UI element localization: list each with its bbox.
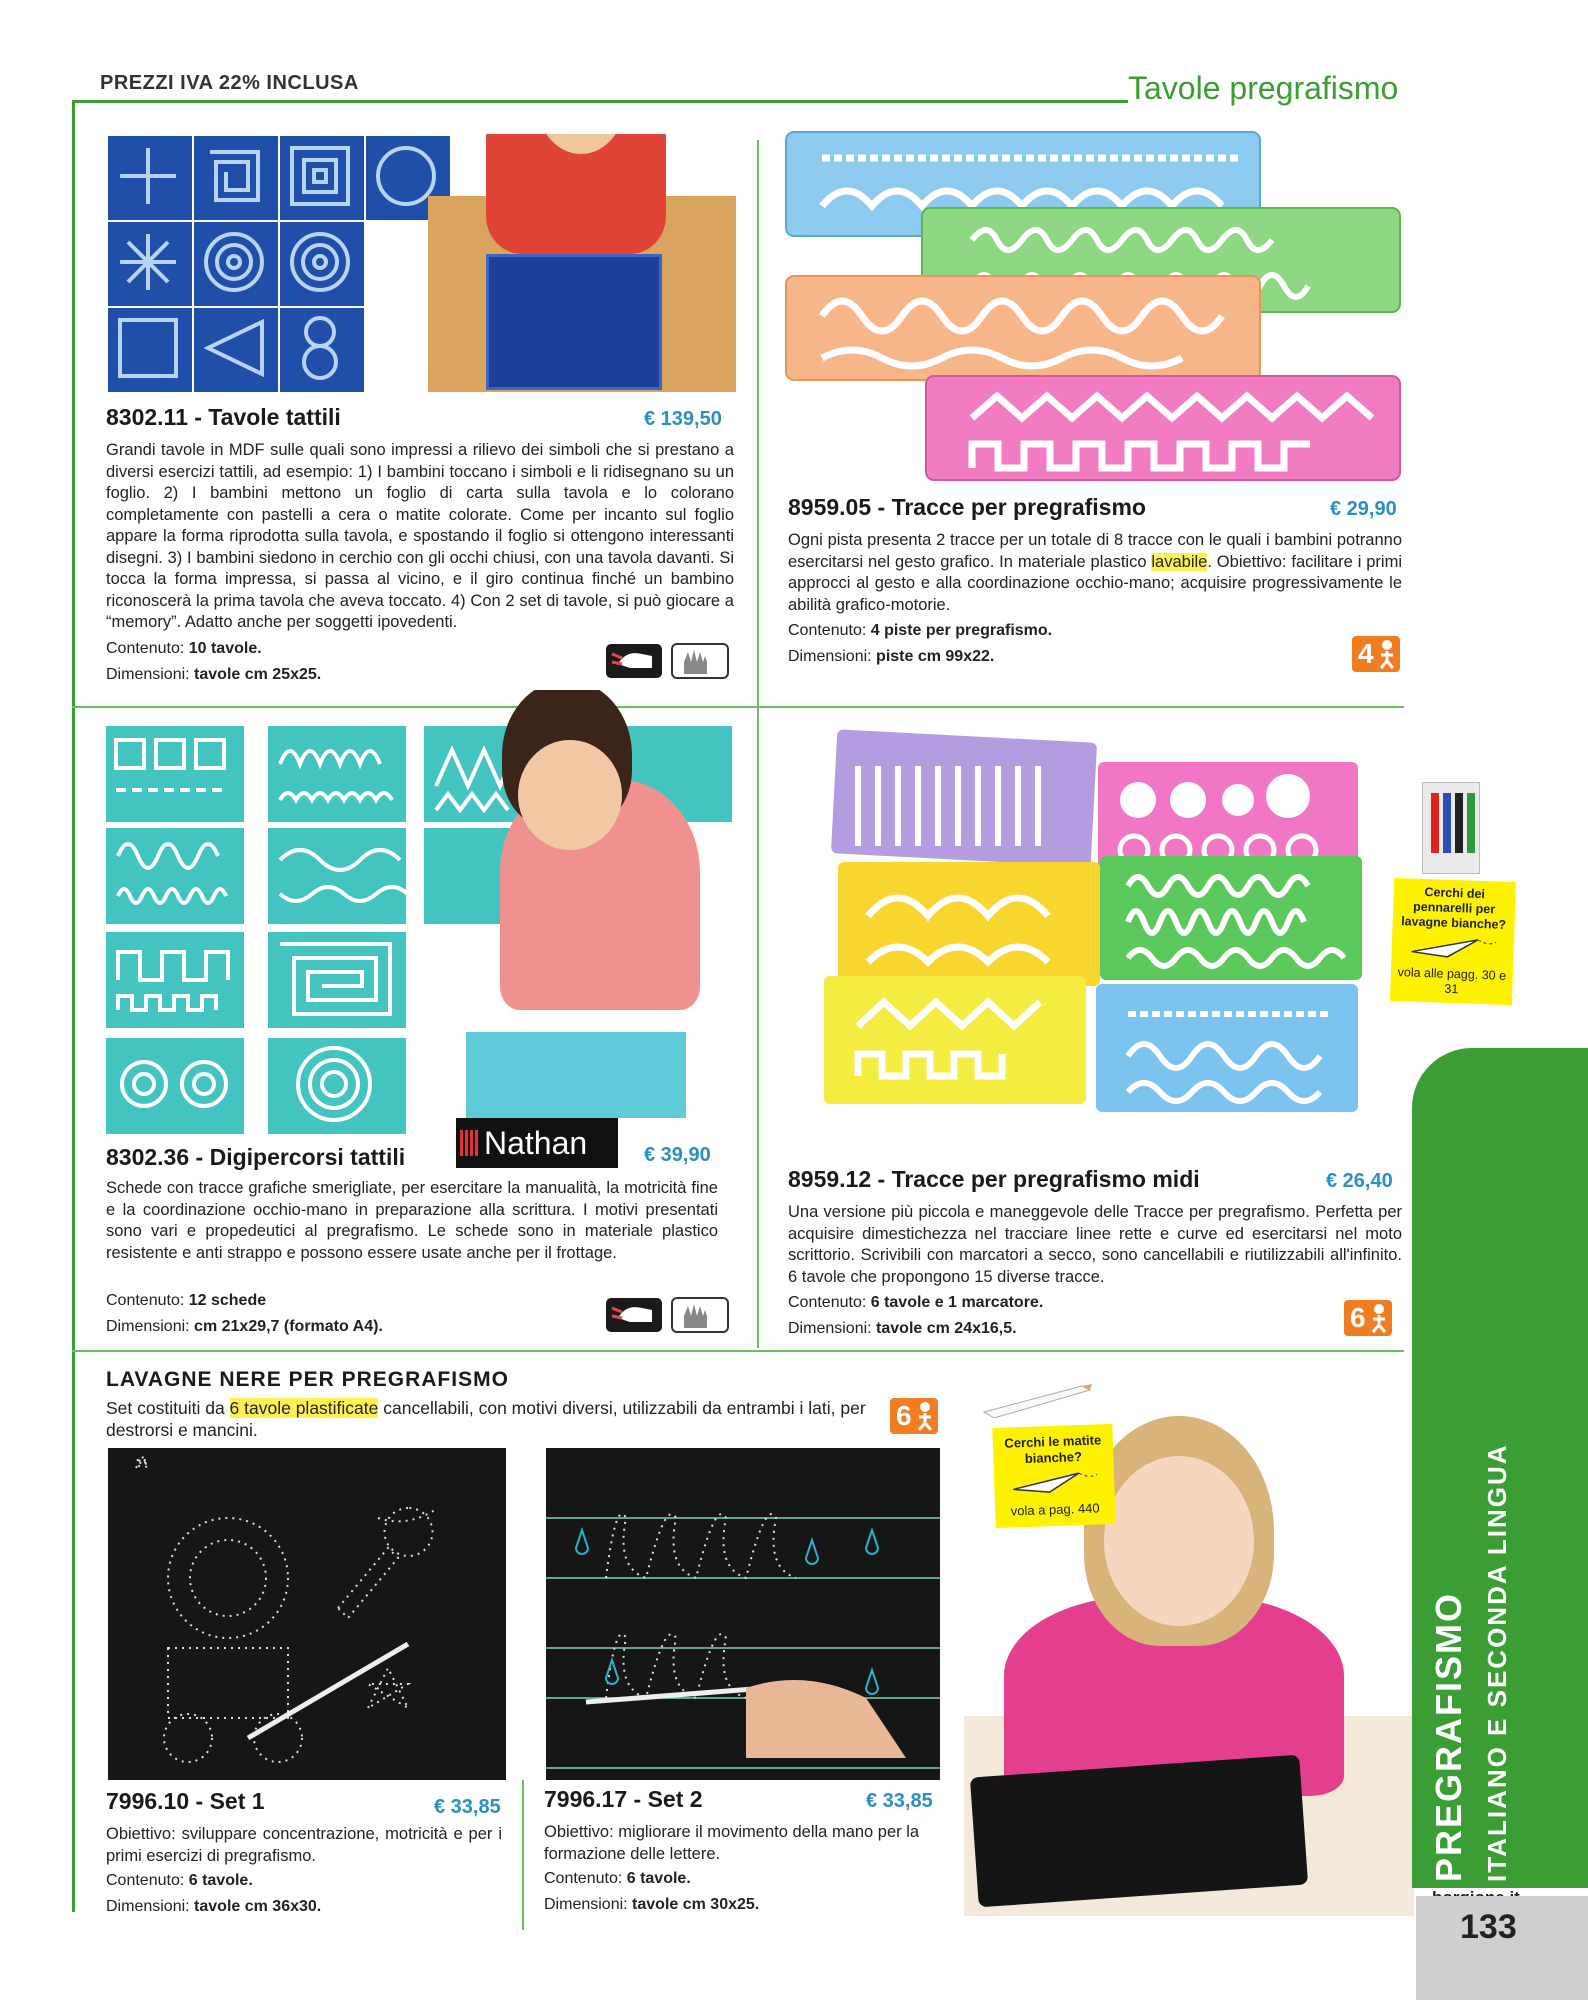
paper-plane-icon [1407,933,1498,962]
lavagne-intro: Set costituiti da 6 tavole plastificate cancellabili, con motivi diversi, utilizzabili da entrambi i lati, per destrorsi e mancini. [106,1398,866,1440]
product-8959-12-description: Una versione più piccola e maneggevole delle Tracce per pregrafismo. Perfetta per acquisire dimestichezza nel tracciare linee rette e curve ed esercitarsi nel moto scrittorio. Scrivibili con marcatori a secco, sono cancellabili e riutilizzabili all'infinito. 6 tavole che propongono 15 diverse tracce. [788,1203,1402,1286]
pencils-note: Cerchi le matite bianche? vola a pag. 440 [992,1424,1115,1528]
page-number-box [1416,1896,1588,2000]
product-8959-12-dimensions: Dimensioni: tavole cm 24x16,5. [788,1320,1017,1337]
markers-note: Cerchi dei pennarelli per lavagne bianche? vola alle pagg. 30 e 31 [1390,878,1516,1005]
divider-v3 [522,1780,524,1930]
digipercorsi-cards-image [104,690,744,1136]
left-rule [72,100,75,1912]
lavagne-section-title: LAVAGNE NERE PER PREGRAFISMO [106,1368,509,1391]
highlight-lavabile: lavabile [1151,552,1208,571]
divider-h2 [72,1350,1404,1352]
product-8302-11-price: € 139,50 [644,408,722,430]
sidebar-italiano: ITALIANO E SECONDA LINGUA [1482,1443,1512,1882]
product-8302-11-title: 8302.11 - Tavole tattili [106,404,341,430]
sidebar-pregrafismo: PREGRAFISMO [1428,1591,1469,1882]
product-8959-05-title: 8959.05 - Tracce per pregrafismo [788,494,1146,520]
product-7996-17-price: € 33,85 [866,1790,933,1812]
header-rule [72,100,1128,103]
age-badge-4: 4 [1352,636,1400,672]
age-badge-6-lavagne: 6 [890,1398,938,1434]
page-number: 133 [1460,1908,1517,1946]
set1-board-image [108,1448,506,1780]
product-8959-05-dimensions: Dimensioni: piste cm 99x22. [788,648,995,665]
product-7996-10-price: € 33,85 [434,1796,501,1818]
product-7996-10-title: 7996.10 - Set 1 [106,1788,265,1814]
product-7996-10-description: Obiettivo: sviluppare concentrazione, motricità e per i primi esercizi di pregrafismo. [106,1825,502,1865]
product-8302-36-description: Schede con tracce grafiche smerigliate, per esercitare la manualità, la motricità fine e la coordinazione occhio-mano in preparazione alla scrittura. I motivi presentati sono vari e propedeutici al pregrafismo. Le schede sono in materiale plastico resistente e anti strappo e possono essere usate anche per il frottage. [106,1179,718,1262]
white-pencil-image [978,1378,1098,1418]
product-8302-36-title: 8302.36 - Digipercorsi tattili [106,1144,406,1170]
midi-tracks-image [818,726,1378,1126]
tactile-hands-icon-2 [606,1296,736,1336]
section-title: Tavole pregrafismo [1128,70,1399,106]
nathan-mark-icon [460,1130,478,1156]
product-7996-17-content: Contenuto: 6 tavole. [544,1870,691,1887]
product-8959-12-title: 8959.12 - Tracce per pregrafismo midi [788,1166,1200,1192]
product-8959-05-description: Ogni pista presenta 2 tracce per un totale di 8 tracce con le quali i bambini potranno esercitarsi nel gesto grafico. In materiale plastico lavabile. Obiettivo: facilitare i primi approcci al gesto e alla coordinazione occhio-mano; acquisire progressivamente le abilità grafico-motorie. [788,531,1402,614]
vat-note: PREZZI IVA 22% INCLUSA [100,72,359,94]
product-7996-17-description: Obiettivo: migliorare il movimento della mano per la formazione delle lettere. [544,1823,920,1863]
age-badge-6: 6 [1344,1300,1392,1336]
product-7996-17-title: 7996.17 - Set 2 [544,1786,703,1812]
product-8302-11-dimensions: Dimensioni: tavole cm 25x25. [106,666,322,683]
product-8302-11-content: Contenuto: 10 tavole. [106,640,262,657]
product-8302-36-dimensions: Dimensioni: cm 21x29,7 (formato A4). [106,1318,383,1335]
divider-v2 [757,708,759,1348]
tactile-hands-icon [606,642,736,682]
paper-plane-icon-2 [1009,1468,1100,1497]
set2-board-image [546,1448,940,1780]
product-8959-05-price: € 29,90 [1330,498,1397,520]
product-8959-05-content: Contenuto: 4 piste per pregrafismo. [788,622,1053,639]
product-7996-17-dimensions: Dimensioni: tavole cm 30x25. [544,1896,760,1913]
child-icon [1377,639,1397,669]
product-8959-12-price: € 26,40 [1326,1170,1393,1192]
section-sidebar-tab [1412,1048,1588,1888]
tracing-tracks-image [782,128,1412,488]
product-8302-36-price: € 39,90 [644,1144,711,1166]
tactile-boards-image [106,134,736,394]
product-7996-10-dimensions: Dimensioni: tavole cm 36x30. [106,1898,322,1915]
product-8302-11-description: Grandi tavole in MDF sulle quali sono impressi a rilievo dei simboli che si prestano a diversi esercizi tattili, ad esempio: 1) I bambini toccano i simboli e li ridisegnano su un foglio. 2) I bambini mettono un foglio di carta sulla tavola e lo colorano completamente con pastelli a cera o matite colorate. Come per incanto sul foglio appare la forma riprodotta sulla tavola, e spostando il foglio si ottengono interessanti disegni. 3) I bambini siedono in cerchio con gli occhi chiusi, con una tavola davanti. Si tocca la forma impressa, si passa al vicino, e il giro continua finché un bambino riconoscerà la prima tavola che aveva toccato. 4) Con 2 set di tavole, si può giocare a “memory”. Adatto anche per soggetti ipovedenti. [106,441,734,631]
product-7996-10-content: Contenuto: 6 tavole. [106,1872,253,1889]
product-8959-12-content: Contenuto: 6 tavole e 1 marcatore. [788,1294,1044,1311]
child-icon [915,1401,935,1431]
product-8302-36-content: Contenuto: 12 schede [106,1292,267,1309]
highlight-tavole: 6 tavole plastificate [229,1398,379,1418]
markers-pack-image [1422,782,1480,874]
nathan-logo: Nathan [456,1118,618,1168]
divider-v1 [757,140,759,708]
child-icon [1369,1303,1389,1333]
